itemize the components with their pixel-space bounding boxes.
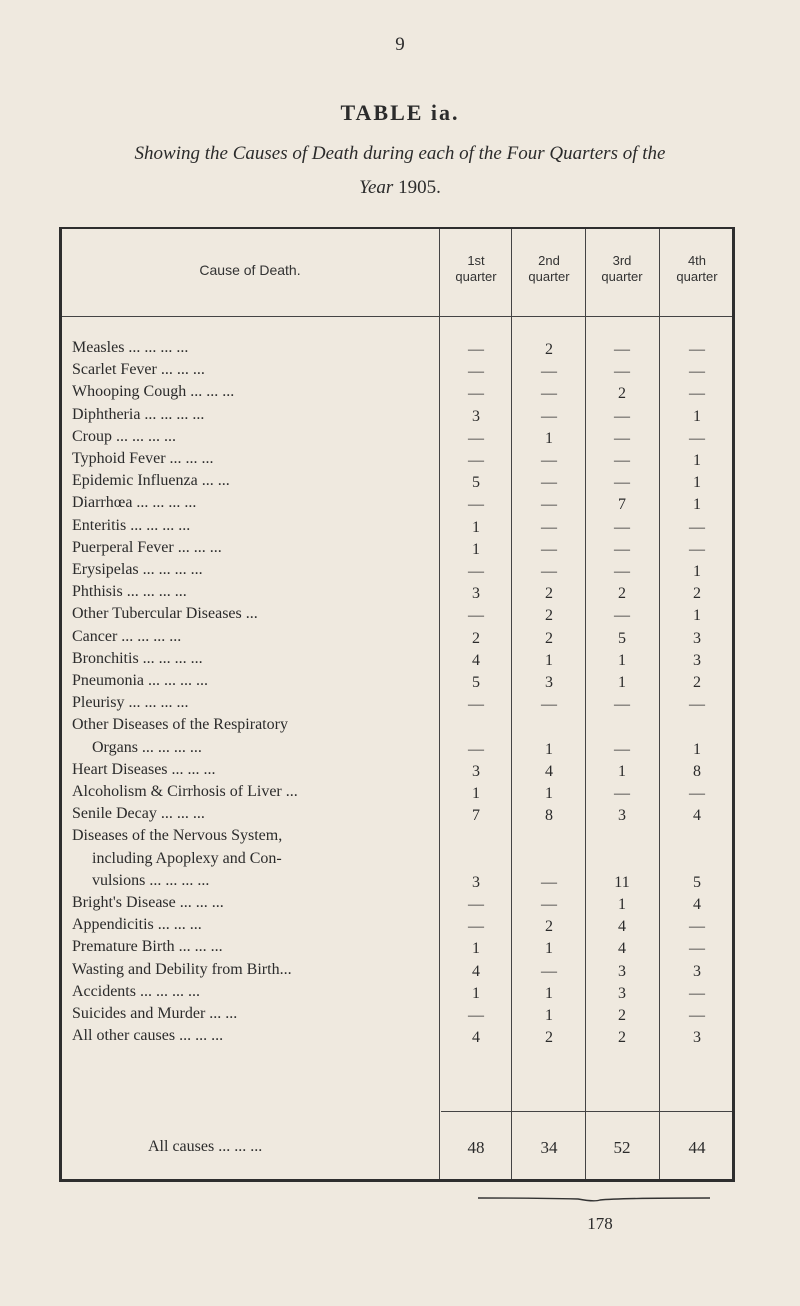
table-cell: —: [614, 785, 630, 802]
cause-label: Epidemic Influenza ... ...: [72, 472, 230, 490]
header-q1: [441, 253, 511, 285]
table-cell: —: [689, 940, 705, 958]
cause-label: Erysipelas ... ... ... ...: [72, 561, 203, 578]
table-cell: 2: [618, 1029, 626, 1047]
cause-label: Puerperal Fever ... ... ...: [72, 538, 222, 556]
table-cell: 1: [545, 740, 553, 758]
table-cell: —: [468, 385, 484, 403]
cause-label: Diseases of the Nervous System,: [72, 827, 283, 845]
cause-label: Heart Diseases ... ... ...: [72, 760, 216, 778]
table-cell: —: [689, 984, 705, 1002]
table-cell: 2: [618, 585, 626, 603]
table-cell: 2: [618, 1007, 626, 1024]
cause-label: Enteritis ... ... ... ...: [72, 516, 191, 534]
table-cell: 1: [545, 429, 553, 447]
table-cell: 1: [545, 1007, 553, 1024]
grand-total: 178: [587, 1214, 613, 1233]
table-cell: —: [541, 540, 557, 558]
table-cell: 2: [693, 585, 701, 603]
table-cell: —: [541, 452, 557, 469]
cause-label: Bright's Disease ... ... ...: [72, 894, 224, 911]
subtitle-year: 1905.: [398, 177, 441, 198]
table-cell: 3: [472, 762, 480, 780]
column-divider: [585, 229, 586, 1179]
table-cell: 5: [472, 674, 480, 691]
cause-label: Other Diseases of the Respiratory: [72, 716, 288, 734]
table-cell: —: [541, 696, 557, 714]
cause-label: Diarrhœa ... ... ... ...: [72, 494, 197, 512]
table-cell: 1: [618, 896, 626, 913]
table-cell: 3: [693, 651, 701, 669]
table-cell: —: [541, 962, 557, 980]
table-cell: 1: [693, 563, 701, 580]
table-cell: 3: [618, 984, 626, 1002]
table-cell: 4: [545, 762, 553, 780]
total-q4: 44: [688, 1138, 706, 1157]
header-q4: [662, 253, 732, 285]
table-cell: 2: [693, 674, 701, 691]
total-label: All causes ... ... ...: [148, 1138, 263, 1155]
table-cell: 3: [472, 873, 480, 891]
header-q2-line1: 2nd: [538, 253, 560, 268]
table-cell: 3: [693, 962, 701, 980]
cause-label: Wasting and Debility from Birth...: [72, 960, 292, 978]
table-cell: 3: [545, 674, 553, 691]
table-cell: —: [468, 696, 484, 714]
table-cell: —: [541, 496, 557, 514]
subtitle-line-1: Showing the Causes of Death during each of the Four Quarters of the: [134, 143, 666, 164]
table-cell: —: [614, 341, 630, 358]
subtitle-line-2: [40, 171, 760, 205]
table-cell: —: [541, 385, 557, 403]
table-cell: —: [541, 896, 557, 913]
column-divider: [439, 229, 440, 1179]
column-divider: [659, 229, 660, 1179]
table-cell: 2: [545, 607, 553, 625]
cause-label: Other Tubercular Diseases ...: [72, 605, 258, 623]
table-cell: 8: [693, 762, 701, 780]
table-cell: 3: [618, 807, 626, 825]
table-cell: 4: [472, 651, 480, 669]
subtitle-year-label: Year: [359, 177, 394, 198]
table-cell: 4: [693, 807, 701, 825]
header-q2: [514, 253, 584, 285]
cause-label: Whooping Cough ... ... ...: [72, 383, 235, 401]
table-cell: 1: [693, 474, 701, 492]
table-cell: 4: [618, 940, 626, 958]
table-cell: —: [468, 452, 484, 469]
cause-label: Diphtheria ... ... ... ...: [72, 405, 205, 423]
table-cell: —: [541, 563, 557, 580]
table-cell: 1: [545, 940, 553, 958]
table-cell: —: [541, 363, 557, 381]
table-cell: 8: [545, 807, 553, 825]
cause-label: Bronchitis ... ... ... ...: [72, 649, 203, 667]
table-cell: —: [614, 563, 630, 580]
table-cell: —: [468, 363, 484, 381]
table-cell: —: [614, 740, 630, 758]
cause-label: vulsions ... ... ... ...: [92, 871, 210, 889]
table-cell: —: [614, 429, 630, 447]
table-cell: —: [468, 740, 484, 758]
table-cell: 5: [472, 474, 480, 492]
cause-label: including Apoplexy and Con-: [92, 849, 282, 867]
table-cell: —: [614, 407, 630, 425]
table-cell: 1: [545, 984, 553, 1002]
table-cell: —: [689, 918, 705, 936]
table-cell: —: [468, 918, 484, 936]
table-cell: 1: [693, 452, 701, 469]
cause-label: Cancer ... ... ... ...: [72, 627, 182, 645]
cause-label: Measles ... ... ... ...: [72, 339, 189, 356]
cause-label: Croup ... ... ... ...: [72, 427, 176, 445]
cause-label: Suicides and Murder ... ...: [72, 1005, 238, 1022]
table-cell: —: [468, 341, 484, 358]
table-cell: 3: [693, 1029, 701, 1047]
cause-label: Scarlet Fever ... ... ...: [72, 361, 205, 379]
header-q2-line2: quarter: [528, 269, 570, 284]
table-cell: —: [689, 518, 705, 536]
cause-label: Senile Decay ... ... ...: [72, 805, 205, 823]
cause-label: Pneumonia ... ... ... ...: [72, 672, 208, 689]
header-cause: Cause of Death.: [199, 262, 301, 278]
table-cell: —: [614, 607, 630, 625]
table-cell: 1: [472, 540, 480, 558]
header-rule: [62, 316, 732, 317]
table-cell: —: [614, 518, 630, 536]
cause-label: Appendicitis ... ... ...: [72, 916, 202, 934]
table-cell: —: [614, 540, 630, 558]
table-cell: 5: [618, 629, 626, 647]
cause-label: All other causes ... ... ...: [72, 1027, 224, 1045]
table-cell: —: [468, 429, 484, 447]
total-q3: 52: [613, 1138, 631, 1157]
table-cell: —: [689, 429, 705, 447]
table-cell: —: [689, 696, 705, 714]
table-cell: 1: [472, 518, 480, 536]
table-cell: —: [541, 474, 557, 492]
table-cell: —: [614, 474, 630, 492]
table-cell: —: [468, 896, 484, 913]
table-cell: —: [689, 341, 705, 358]
table-cell: 1: [472, 785, 480, 802]
header-q4-line2: quarter: [676, 269, 718, 284]
table-cell: 4: [472, 962, 480, 980]
total-q2: 34: [540, 1138, 558, 1157]
table-cell: —: [541, 518, 557, 536]
table-cell: 2: [545, 1029, 553, 1047]
table-cell: —: [614, 363, 630, 381]
page-number: 9: [395, 34, 405, 55]
table-cell: —: [468, 563, 484, 580]
table-cell: 1: [545, 785, 553, 802]
header-q3-line1: 3rd: [612, 253, 632, 268]
table-cell: 2: [545, 585, 553, 603]
table-cell: —: [614, 696, 630, 714]
cause-label: Alcoholism & Cirrhosis of Liver ...: [72, 783, 298, 800]
table-cell: —: [468, 496, 484, 514]
table-cell: 7: [618, 496, 626, 514]
table-cell: 3: [693, 629, 701, 647]
cause-label: Premature Birth ... ... ...: [72, 938, 223, 956]
table-cell: 2: [545, 629, 553, 647]
brace-line: [478, 1196, 710, 1204]
table-cell: 1: [472, 984, 480, 1002]
table-cell: —: [689, 385, 705, 403]
cause-label: Pleurisy ... ... ... ...: [72, 694, 189, 712]
table-cell: 1: [693, 607, 701, 625]
table-cell: 2: [472, 629, 480, 647]
table-cell: 1: [693, 496, 701, 514]
header-q1-line1: 1st: [467, 253, 485, 268]
table-cell: —: [541, 873, 557, 891]
table-cell: 3: [472, 585, 480, 603]
header-q3-line2: quarter: [601, 269, 643, 284]
table-cell: —: [689, 1007, 705, 1024]
table-cell: 4: [693, 896, 701, 913]
table-cell: 3: [472, 407, 480, 425]
table-cell: 2: [545, 918, 553, 936]
cause-label: Accidents ... ... ... ...: [72, 982, 200, 1000]
table-title: TABLE ia.: [340, 100, 460, 125]
table-cell: —: [689, 363, 705, 381]
header-q1-line2: quarter: [455, 269, 497, 284]
table-cell: 1: [472, 940, 480, 958]
table-cell: 2: [618, 385, 626, 403]
table-cell: 3: [618, 962, 626, 980]
table-cell: 1: [618, 762, 626, 780]
table-cell: 5: [693, 873, 701, 891]
table-cell: —: [614, 452, 630, 469]
table-cell: —: [541, 407, 557, 425]
cause-label: Organs ... ... ... ...: [92, 738, 202, 756]
table-subtitle: [40, 137, 760, 205]
table-cell: 1: [545, 651, 553, 669]
table-cell: 1: [618, 651, 626, 669]
column-divider: [511, 229, 512, 1179]
cause-label: Typhoid Fever ... ... ...: [72, 450, 214, 467]
header-q3: [587, 253, 657, 285]
table-cell: —: [689, 785, 705, 802]
table-cell: 2: [545, 341, 553, 358]
total-q1: 48: [467, 1138, 485, 1157]
table-cell: 7: [472, 807, 480, 825]
table-cell: —: [689, 540, 705, 558]
table-cell: 1: [693, 740, 701, 758]
table-cell: 1: [693, 407, 701, 425]
table-cell: 4: [618, 918, 626, 936]
cause-label: Phthisis ... ... ... ...: [72, 583, 187, 601]
table-cell: —: [468, 1007, 484, 1024]
table-cell: 4: [472, 1029, 480, 1047]
totals-rule: [441, 1111, 732, 1112]
table-cell: —: [468, 607, 484, 625]
table-cell: 11: [614, 873, 630, 891]
table-cell: 1: [618, 674, 626, 691]
header-q4-line1: 4th: [687, 253, 707, 268]
